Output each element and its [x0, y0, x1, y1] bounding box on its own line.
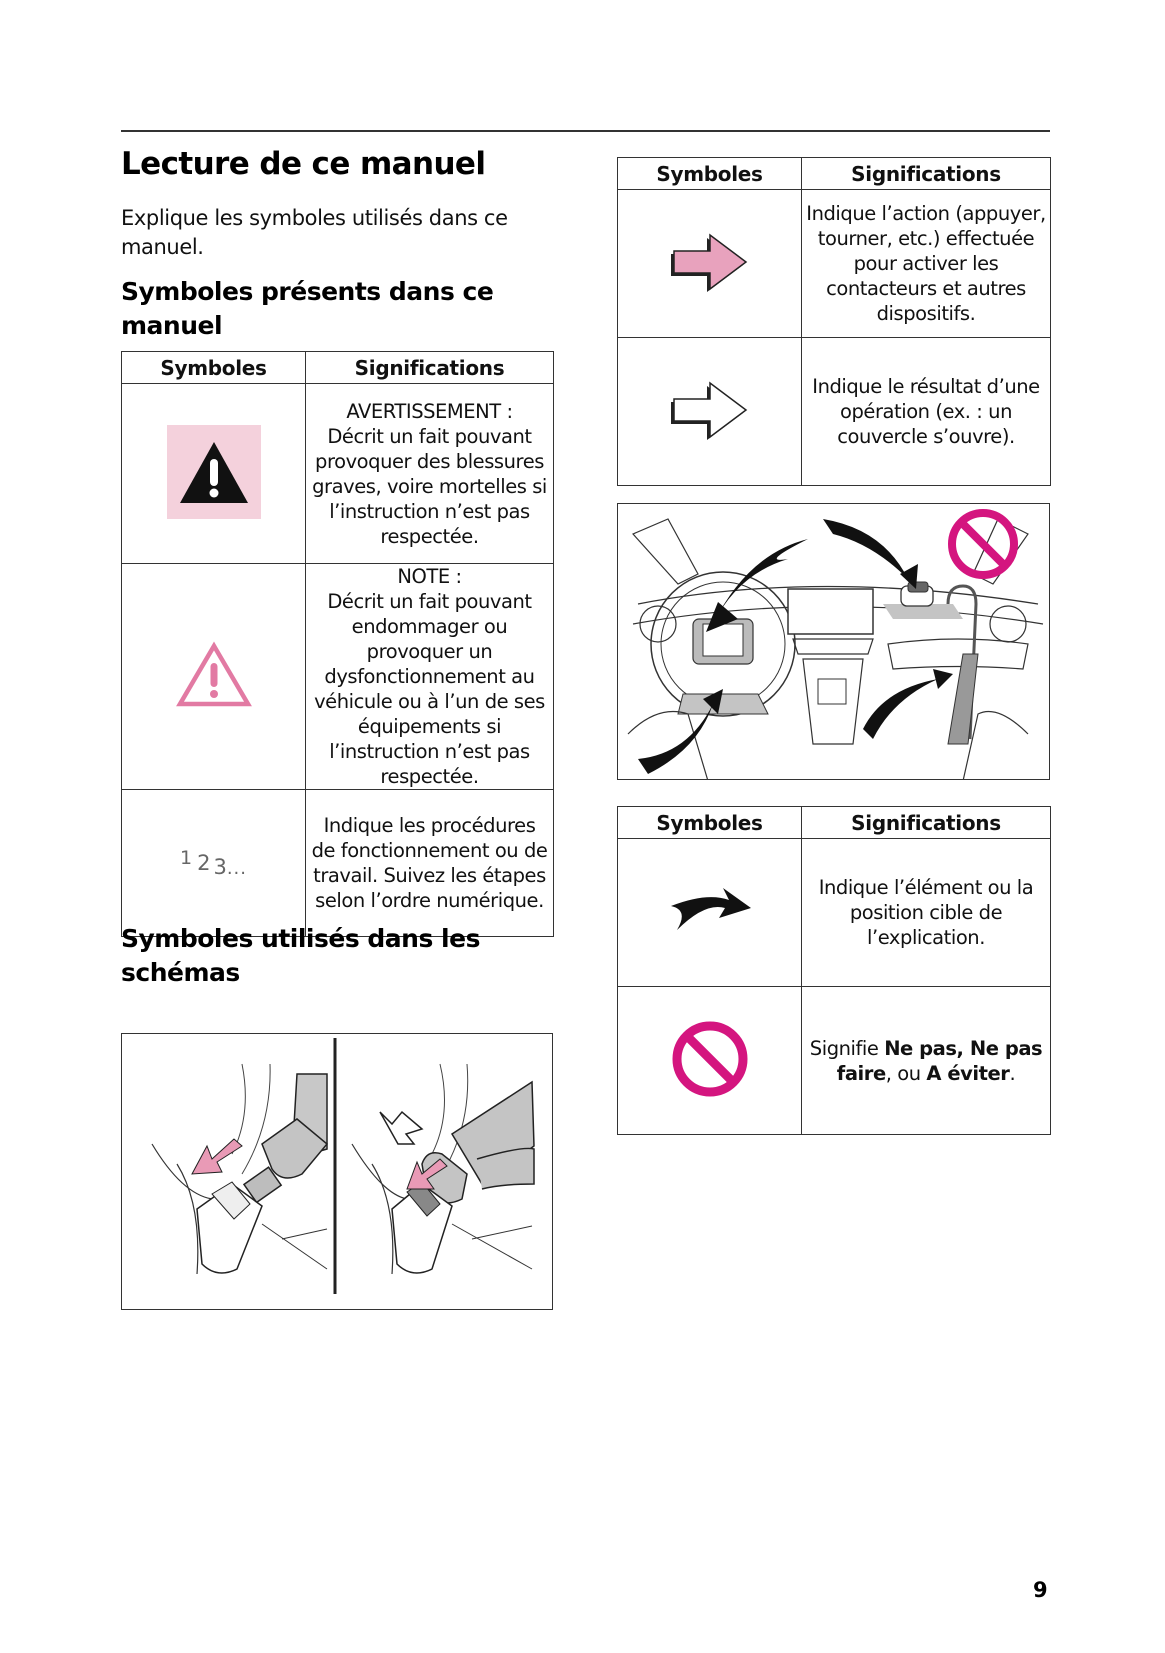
warning-title: AVERTISSEMENT : — [346, 399, 513, 423]
warning-triangle-filled-icon — [167, 425, 261, 519]
action-arrows-table — [617, 157, 1051, 486]
table-row — [618, 839, 1051, 987]
curved-pointer-arrow-icon — [667, 886, 753, 936]
table-row — [618, 987, 1051, 1135]
steps-meaning: Indique les procédures de fonctionnement ou de travail. Suivez les étapes selon l’ordre numérique. — [306, 790, 554, 937]
table-row — [618, 338, 1051, 486]
column-header-meanings: Significations — [306, 352, 554, 384]
table-row — [122, 790, 554, 937]
pointer-prohibition-table — [617, 806, 1051, 1135]
page-title: Lecture de ce manuel — [121, 146, 486, 182]
prohibition-meaning: Signifie Ne pas, Ne pas faire, ou A éviter. — [802, 987, 1051, 1135]
note-title: NOTE : — [397, 565, 462, 588]
column-header-meanings: Significations — [802, 807, 1051, 839]
section-heading-manual-symbols: Symboles présents dans ce manuel — [121, 277, 494, 340]
table-row — [122, 564, 554, 790]
manual-symbols-table — [121, 351, 554, 937]
table-row — [618, 190, 1051, 338]
step-numbers-symbol: 1 2 3... — [179, 847, 247, 879]
top-rule — [121, 130, 1050, 132]
warning-meaning: Décrit un fait pouvant provoquer des blessures graves, voire mortelles si l’instruction n’est pas respectée. — [312, 424, 547, 548]
column-header-symbols: Symboles — [618, 158, 802, 190]
table-row — [122, 384, 554, 564]
car-interior-illustration — [617, 503, 1050, 780]
column-header-meanings: Significations — [802, 158, 1051, 190]
prohibition-icon — [670, 1019, 750, 1099]
pointer-arrow-meaning: Indique l’élément ou la position cible de l’explication. — [802, 839, 1051, 987]
pink-action-arrow-icon — [668, 229, 752, 295]
section-heading-diagram-symbols: Symboles utilisés dans les schémas — [121, 924, 480, 987]
intro-text: Explique les symboles utilisés dans ce manuel. — [121, 206, 508, 259]
note-meaning: Décrit un fait pouvant endommager ou provoquer un dysfonctionnement au véhicule ou à l’un de ses équipements si l’instruction n’est pas respectée. — [314, 590, 545, 788]
result-arrow-meaning: Indique le résultat d’une opération (ex. : un couvercle s’ouvre). — [802, 338, 1051, 486]
white-result-arrow-icon — [668, 377, 752, 443]
seatbelt-buckle-illustration — [121, 1033, 553, 1310]
column-header-symbols: Symboles — [122, 352, 306, 384]
page-number: 9 — [1033, 1578, 1048, 1602]
action-arrow-meaning: Indique l’action (appuyer, tourner, etc.) effectuée pour activer les contacteurs et autres dispositifs. — [802, 190, 1051, 338]
column-header-symbols: Symboles — [618, 807, 802, 839]
warning-triangle-outline-icon — [174, 640, 254, 710]
